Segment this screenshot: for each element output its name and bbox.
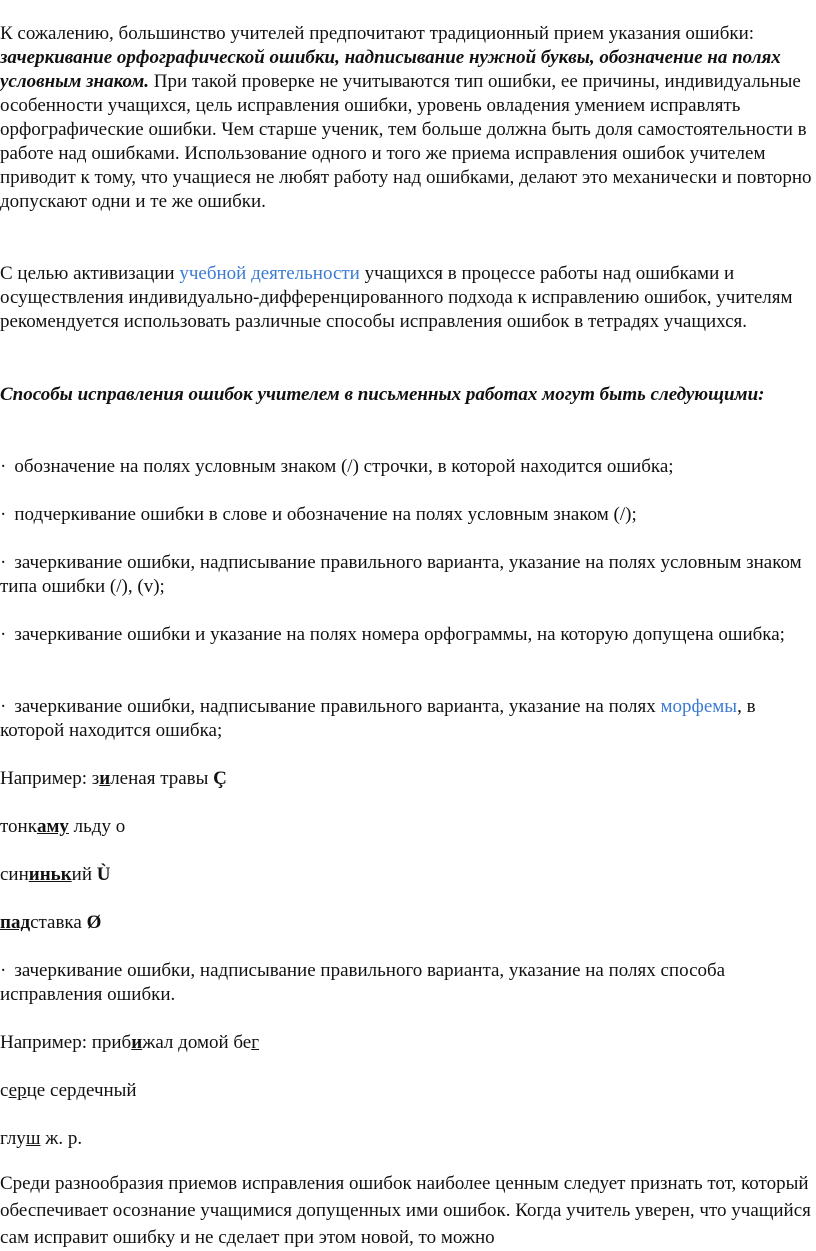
- intro-text-end: При такой проверке не учитываются тип ошибки, ее причины, индивидуальные особенности учащихся, цель исправления ошибки, уровень овладения умением исправлять орфографические ошибки. Чем старше ученик, тем больше должна быть доля самостоятельности в работе над ошибками. Использование одного и того же приема исправления ошибок учителем приводит к тому, что учащиеся не любят работу над ошибками, делают это механически и повторно допускают одни и те же ошибки.: [0, 71, 812, 212]
- example1-line-1: [0, 767, 814, 791]
- method-item-1: [0, 455, 814, 479]
- example-text: Например: з: [0, 768, 100, 789]
- activation-paragraph: [0, 262, 814, 334]
- bullet-icon: ·: [0, 960, 7, 981]
- margin-mark-symbol: Ç: [213, 768, 227, 789]
- example-text: с: [0, 1080, 9, 1101]
- example-error-letter: и: [131, 1032, 143, 1053]
- example-error-letter: иньк: [28, 864, 72, 885]
- method-item-3-text: зачеркивание ошибки, надписывание правильного варианта, указание на полях условным знаком типа ошибки (/), (v);: [0, 552, 802, 597]
- example-text: льду о: [68, 816, 126, 837]
- morpheme-link[interactable]: морфемы: [660, 696, 738, 717]
- example-text: Например: приб: [0, 1032, 132, 1053]
- bullet-icon: ·: [0, 552, 7, 573]
- example-error-letter: аму: [36, 816, 69, 837]
- example-text: ставка: [30, 912, 87, 933]
- example-underlined-letter: ш: [25, 1128, 41, 1149]
- example-error-letter: и: [99, 768, 111, 789]
- example1-line-3: [0, 863, 814, 887]
- example-text: це сер: [26, 1080, 77, 1101]
- method-item-4: [0, 623, 814, 647]
- learning-activity-link[interactable]: учебной деятельности: [179, 263, 360, 284]
- example-underlined-letter: д: [76, 1080, 86, 1101]
- example-text: син: [0, 864, 29, 885]
- example1-line-2: [0, 815, 814, 839]
- example-underlined-letter: г: [251, 1032, 260, 1053]
- intro-emphasis: зачеркивание орфографической ошибки, надписывание нужной буквы, обозначение на полях условным знаком.: [0, 47, 781, 92]
- method-item-5-text-end: , в которой находится ошибка;: [0, 696, 756, 741]
- example-text: глу: [0, 1128, 26, 1149]
- bullet-icon: ·: [0, 456, 7, 477]
- activation-text-end: учащихся в процессе работы над ошибками и осуществления индивидуально-дифференцированного подхода к исправлению ошибок, учителям рекомендуется использовать различные способы исправления ошибок в тетрадях учащихся.: [0, 263, 793, 332]
- method-item-2-text: подчеркивание ошибки в слове и обозначение на полях условным знаком (/);: [14, 504, 637, 525]
- method-item-1-text: обозначение на полях условным знаком (/) строчки, в которой находится ошибка;: [14, 456, 674, 477]
- example2-line-2: [0, 1079, 814, 1103]
- example-text: ж. р.: [40, 1128, 83, 1149]
- example-text: жал домой бе: [142, 1032, 252, 1053]
- example-text: тонк: [0, 816, 37, 837]
- example1-line-4: [0, 911, 814, 935]
- intro-text-start: К сожалению, большинство учителей предпочитают традиционный прием указания ошибки:: [0, 23, 755, 44]
- example2-line-3: [0, 1127, 814, 1151]
- example2-line-1: [0, 1031, 814, 1055]
- method-item-5-text-start: зачеркивание ошибки, надписывание правильного варианта, указание на полях: [14, 696, 661, 717]
- activation-text-start: С целью активизации: [0, 263, 180, 284]
- bullet-icon: ·: [0, 504, 7, 525]
- methods-heading: Способы исправления ошибок учителем в письменных работах могут быть следующими:: [0, 384, 765, 405]
- method-item-3: [0, 551, 814, 599]
- example-text: леная травы: [110, 768, 214, 789]
- example-underlined-letter: ер: [8, 1080, 27, 1101]
- closing-paragraph: Среди разнообразия приемов исправления ошибок наиболее ценным следует признать тот, который обеспечивает осознание учащимися допущенных ими ошибок. Когда учитель уверен, что учащийся сам исправит ошибку и не сделает при этом новой, то можно: [0, 1173, 811, 1248]
- method-item-2: [0, 503, 814, 527]
- bullet-icon: ·: [0, 624, 7, 645]
- method-item-5: [0, 695, 814, 743]
- example-text: ий: [71, 864, 97, 885]
- intro-paragraph: [0, 22, 814, 214]
- margin-mark-symbol: Ù: [96, 864, 111, 885]
- method-item-6: [0, 959, 814, 1007]
- method-item-4-text: зачеркивание ошибки и указание на полях номера орфограммы, на которую допущена ошибка;: [14, 624, 785, 645]
- example-text: ечный: [85, 1080, 137, 1101]
- method-item-6-text: зачеркивание ошибки, надписывание правильного варианта, указание на полях способа исправления ошибки.: [0, 960, 726, 1005]
- bullet-icon: ·: [0, 696, 7, 717]
- example-error-letter: пад: [0, 912, 31, 933]
- margin-mark-symbol: Ø: [86, 912, 102, 933]
